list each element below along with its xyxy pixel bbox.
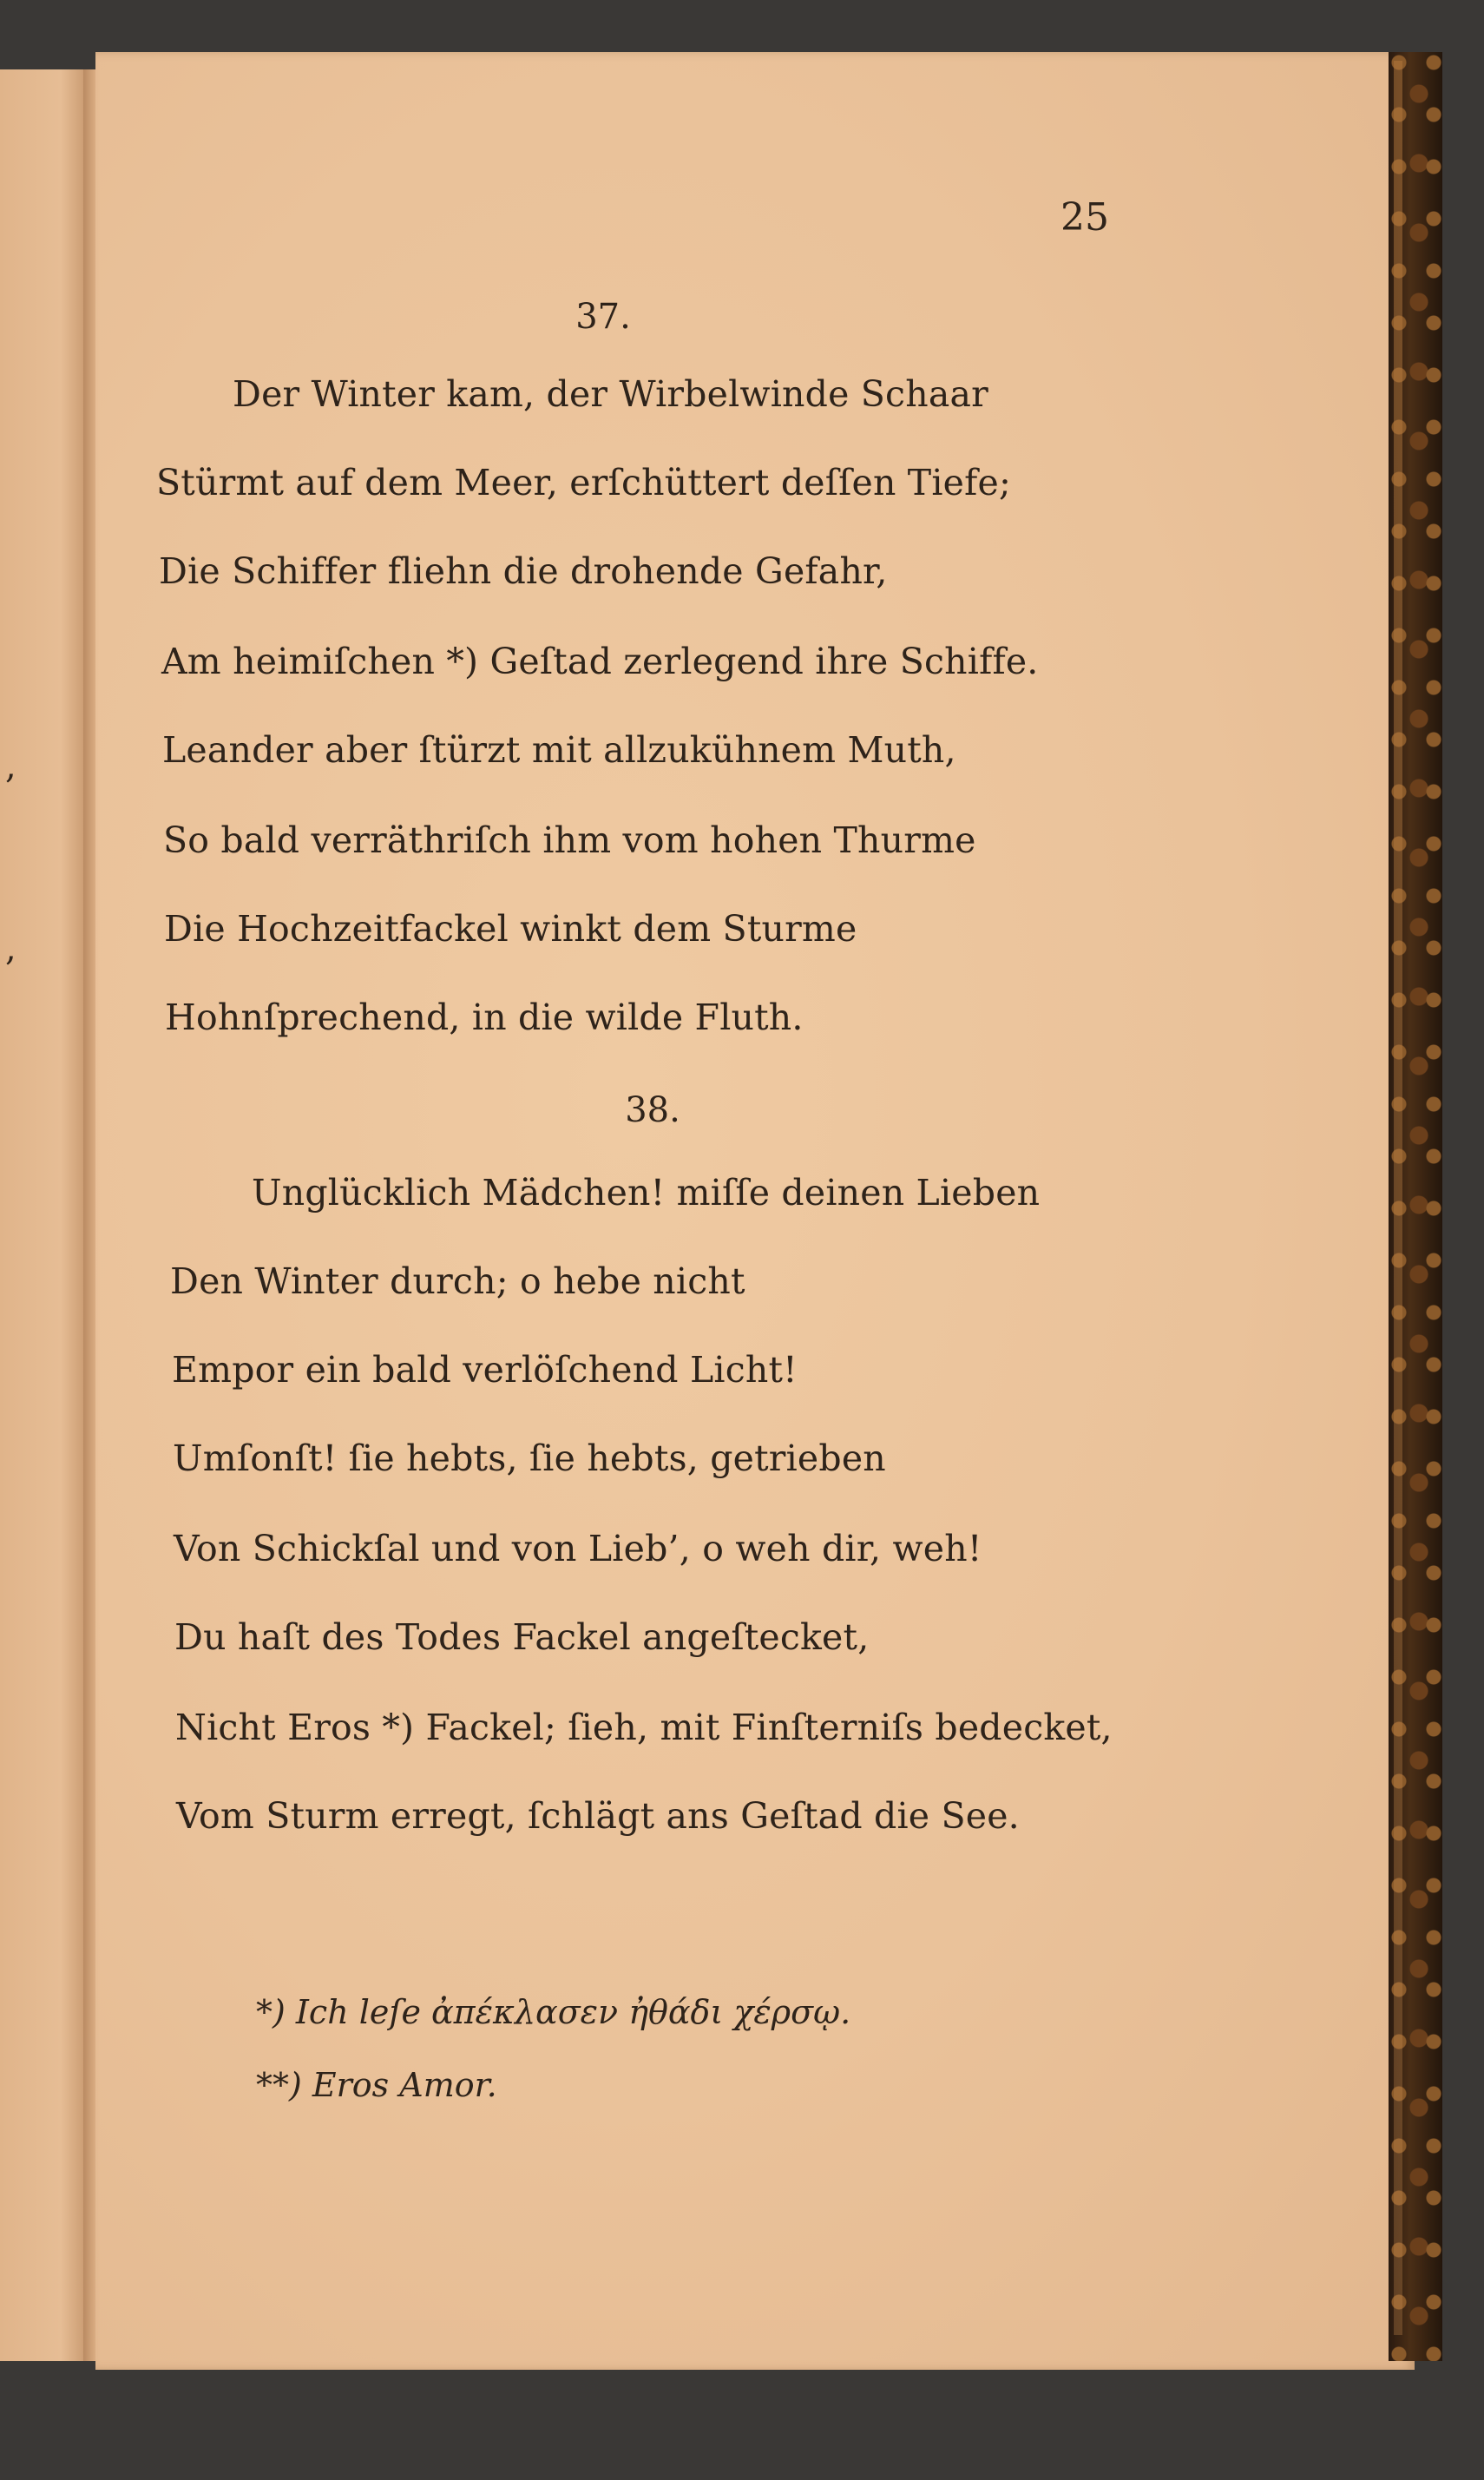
verse-line: Nicht Eros *) Fackel; ſieh, mit Finſterniſs bedecket, xyxy=(175,1707,1113,1748)
verse-line: Leander aber ſtürzt mit allzukühnem Muth, xyxy=(162,729,956,771)
stanza-number: 38. xyxy=(625,1090,680,1130)
verse-line: Du haſt des Todes Fackel angeſtecket, xyxy=(174,1616,870,1658)
left-page-mark: , xyxy=(5,929,16,969)
cover-edge-highlight xyxy=(1394,61,1402,2335)
left-page-edge xyxy=(0,69,87,2361)
page-number: 25 xyxy=(1060,195,1109,240)
footnote: *) Ich leſe ἀπέκλασεν ἠθάδι χέρσῳ. xyxy=(256,1993,851,2031)
verse-line: Empor ein bald verlöſchend Licht! xyxy=(172,1349,798,1391)
verse-line: Unglücklich Mädchen! miſſe deinen Lieben xyxy=(252,1172,1041,1214)
verse-line: Von Schickſal und von Lieb’, o weh dir, weh! xyxy=(174,1528,982,1569)
verse-line: Hohnſprechend, in die wilde Fluth. xyxy=(165,997,804,1038)
verse-line: So bald verräthriſch ihm vom hohen Thurme xyxy=(163,819,976,861)
verse-line: Vom Sturm erregt, ſchlägt ans Geſtad die See. xyxy=(176,1795,1020,1837)
verse-line: Umſonſt! ſie hebts, ſie hebts, getrieben xyxy=(173,1437,886,1479)
verse-line: Am heimiſchen *) Geſtad zerlegend ihre Schiffe. xyxy=(161,641,1039,682)
verse-line: Stürmt auf dem Meer, erſchüttert deſſen Tiefe; xyxy=(156,462,1011,503)
verse-line: Die Schiffer fliehn die drohende Gefahr, xyxy=(159,550,888,592)
left-page-mark: , xyxy=(5,747,16,786)
verse-line: Der Winter kam, der Wirbelwinde Schaar xyxy=(233,373,988,415)
verse-line: Die Hochzeitfackel winkt dem Sturme xyxy=(164,908,857,950)
footnote: **) Eros Amor. xyxy=(256,2066,497,2104)
verse-line: Den Winter durch; o hebe nicht xyxy=(170,1260,745,1302)
stanza-number: 37. xyxy=(575,297,631,337)
